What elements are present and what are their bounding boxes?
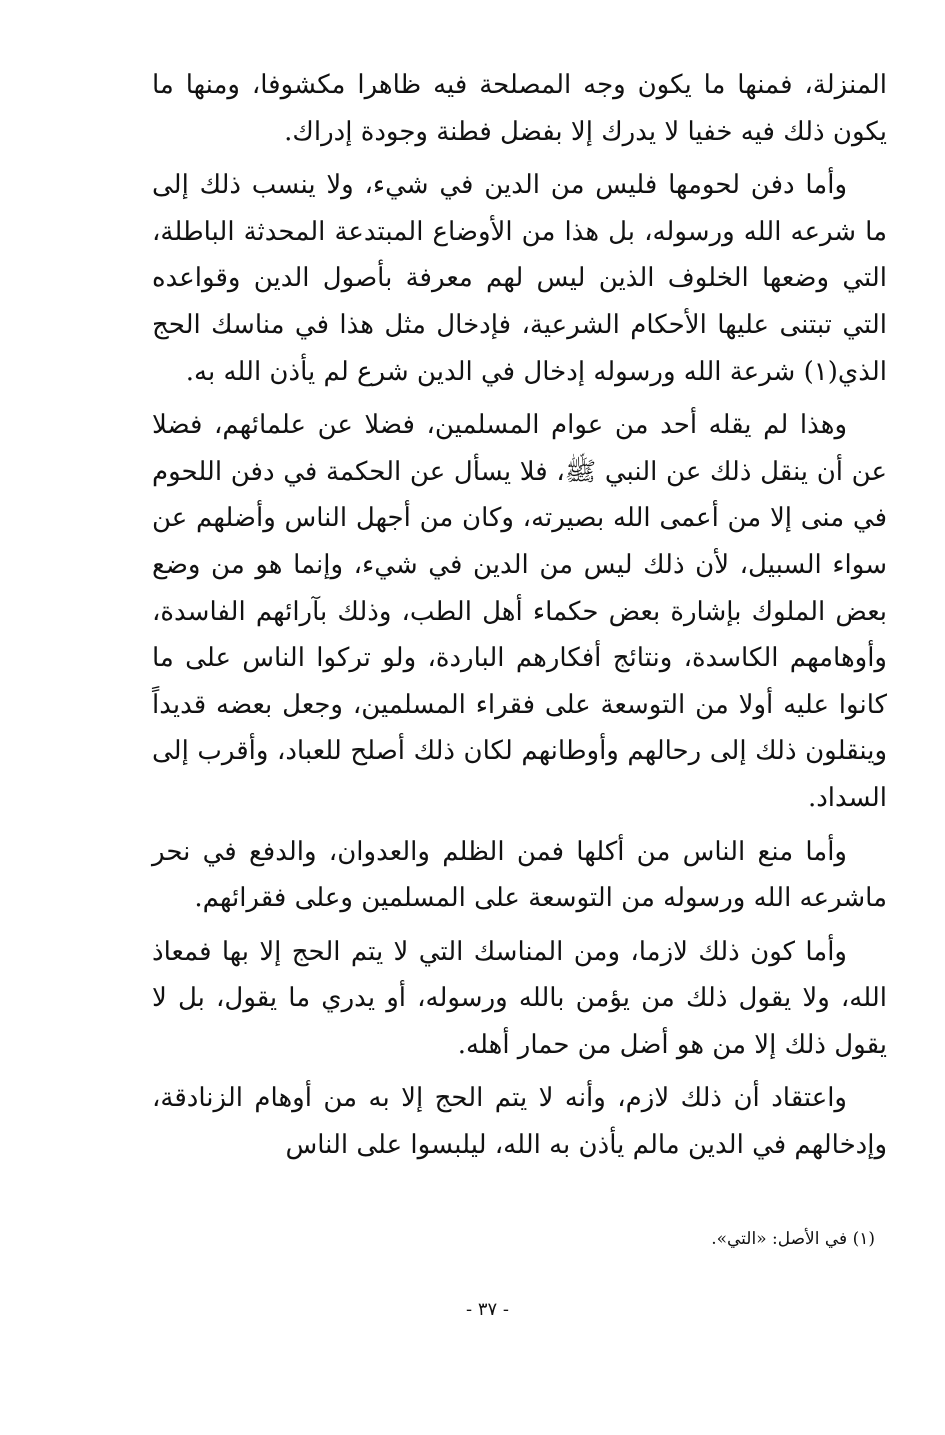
paragraph-6: واعتقاد أن ذلك لازم، وأنه لا يتم الحج إلا به من أوهام الزنادقة، وإدخالهم في الدين مالم يأذن به الله، ليلبسوا على الناس <box>152 1083 887 1161</box>
page-number: - ٣٧ - <box>466 1299 509 1320</box>
paragraph-4: وأما منع الناس من أكلها فمن الظلم والعدوان، والدفع في نحر ماشرعه الله ورسوله من التوسعة على المسلمين وعلى فقرائهم. <box>152 836 887 914</box>
footnote: (١) في الأصل: «التي». <box>711 1229 875 1249</box>
paragraph-5: وأما كون ذلك لازما، ومن المناسك التي لا يتم الحج إلا بها فمعاذ الله، ولا يقول ذلك من يؤمن بالله ورسوله، أو يدري ما يقول، بل لا يقول ذلك إلا من هو أضل من حمار أهله. <box>152 936 887 1060</box>
body-text <box>152 62 887 1176</box>
paragraph-3: وهذا لم يقله أحد من عوام المسلمين، فضلا عن علمائهم، فضلا عن أن ينقل ذلك عن النبي ﷺ، فلا يسأل عن الحكمة في دفن اللحوم في منى إلا من أعمى الله بصيرته، وكان من أجهل الناس وأضلهم عن سواء السبيل، لأن ذلك ليس من الدين في شيء، وإنما هو من وضع بعض الملوك بإشارة بعض حكماء أهل الطب، وذلك بآرائهم الفاسدة، وأوهامهم الكاسدة، ونتائج أفكارهم الباردة، ولو تركوا الناس على ما كانوا عليه أولا من التوسعة على فقراء المسلمين، وجعل بعضه قديداً وينقلون ذلك إلى رحالهم وأوطانهم لكان ذلك أصلح للعباد، وأقرب إلى السداد. <box>152 410 887 813</box>
paragraph-2: وأما دفن لحومها فليس من الدين في شيء، ولا ينسب ذلك إلى ما شرعه الله ورسوله، بل هذا من الأوضاع المبتدعة المحدثة الباطلة، التي وضعها الخلوف الذين ليس لهم معرفة بأصول الدين وقواعده التي تبتنى عليها الأحكام الشرعية، فإدخال مثل هذا في مناسك الحج الذي(١) شرعة الله ورسوله إدخال في الدين شرع لم يأذن الله به. <box>152 170 887 387</box>
paragraph-1: المنزلة، فمنها ما يكون وجه المصلحة فيه ظاهرا مكشوفا، ومنها ما يكون ذلك فيه خفيا لا يدرك إلا بفضل فطنة وجودة إدراك. <box>152 70 887 147</box>
